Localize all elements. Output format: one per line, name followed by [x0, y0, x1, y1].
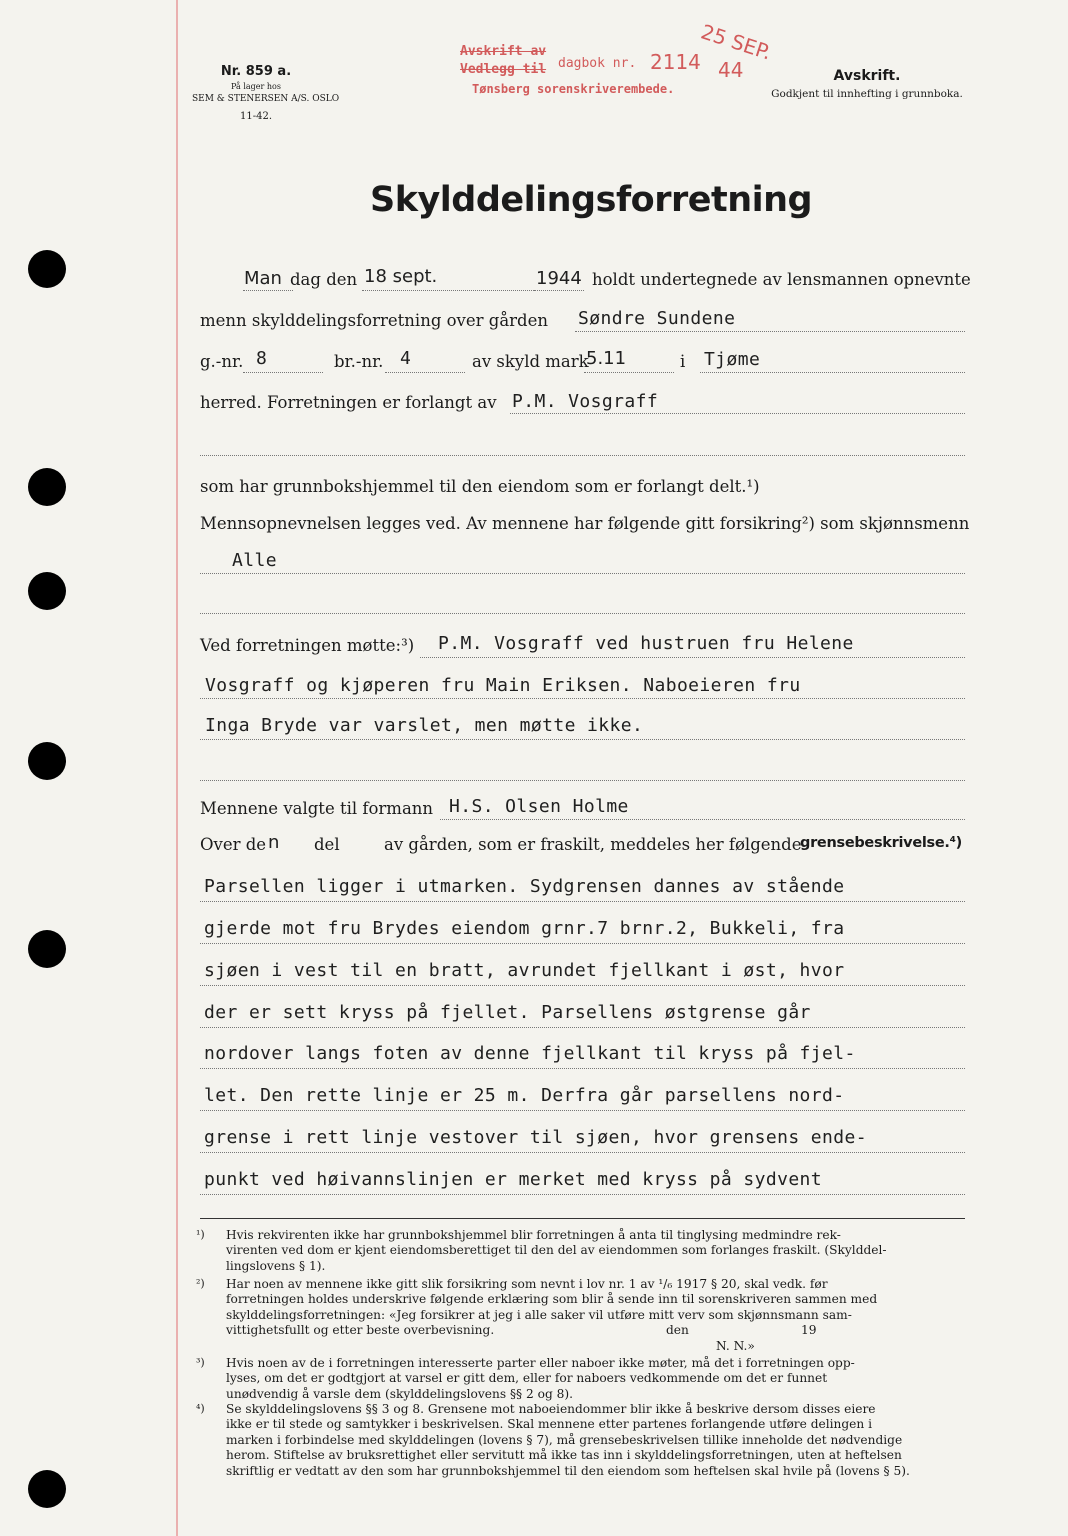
description-line: gjerde mot fru Brydes eiendom grnr.7 brnr.2, Bukkeli, fra [204, 918, 845, 939]
footnote-line: Se skylddelingslovens §§ 3 og 8. Grensene mot naboeiendommer blir ikke å beskrive dersom disses eiere [226, 1402, 876, 1416]
dotted-line [700, 371, 965, 373]
footnote-line: skriftlig er vedtatt av den som har grunnbokshjemmel til den eiendom som heftelsen skal hvile på (lovens § 5). [226, 1463, 910, 1478]
footnote-line: marken i forbindelse med skylddelingen (lovens § 7), må grensebeskrivelsen tillike inneholde det nødvendige [226, 1432, 903, 1447]
boundary-heading: grensebeskrivelse.⁴) [800, 835, 962, 851]
punch-hole [28, 742, 66, 780]
skyld-value: 5.11 [586, 348, 627, 369]
dotted-line [243, 371, 323, 373]
footnote-4 [196, 1402, 966, 1479]
footnote-line: lingslovens § 1). [226, 1258, 326, 1273]
footnote-3 [196, 1356, 966, 1402]
dotted-line [200, 1067, 965, 1069]
footnote-2 [196, 1277, 966, 1354]
description-line: grense i rett linje vestover til sjøen, hvor grensens ende- [204, 1127, 867, 1148]
attendance-line2: Vosgraff og kjøperen fru Main Eriksen. Naboeieren fru [205, 675, 801, 696]
copy-note-subtitle: Godkjent til innhefting i grunnboka. [771, 88, 963, 100]
dotted-line [200, 1193, 965, 1195]
punch-hole [28, 250, 66, 288]
footnote-line: Hvis rekvirenten ikke har grunnbokshjemmel blir forretningen å anta til tinglysing medmindre rek- [226, 1228, 841, 1242]
boundary-intro-n: n [268, 832, 280, 853]
dotted-line [200, 697, 965, 699]
form-header [192, 64, 340, 123]
skyld-label: av skyld mark [472, 352, 589, 371]
stamp-line3: Tønsberg sorenskriverembede. [472, 82, 675, 96]
dotted-line [575, 330, 965, 332]
footnote-line: forretningen holdes underskrive følgende erklæring som blir å sende inn til sorenskriveren sammen med [226, 1292, 878, 1307]
chairman-name: H.S. Olsen Holme [449, 796, 629, 817]
description-line: nordover langs foten av denne fjellkant til kryss på fjel- [204, 1043, 856, 1064]
dotted-line [510, 412, 965, 414]
footnote-line: lyses, om det er godtgjort at varsel er gitt dem, eller for naboers vedkommende om det er funnet [226, 1371, 828, 1386]
description-line: punkt ved høivannslinjen er merket med kryss på sydvent [204, 1169, 823, 1190]
meeting-year: 1944 [536, 268, 582, 289]
punch-hole [28, 572, 66, 610]
footnote-mark: ²) [196, 1277, 205, 1290]
form-number: Nr. 859 a. [220, 64, 292, 79]
line1-text-b: holdt undertegnede av lensmannen opnevnte [592, 270, 971, 289]
punch-hole [28, 930, 66, 968]
attendance-label: Ved forretningen møtte:³) [200, 636, 415, 655]
gnr-value: 8 [256, 348, 268, 369]
line5-text: som har grunnbokshjemmel til den eiendom som er forlangt delt.¹) [200, 477, 760, 496]
line4-text: herred. Forretningen er forlangt av [200, 393, 497, 412]
footnote-line: herom. Stiftelse av bruksrettighet eller servitutt må ikke tas inn i skylddelingsforretningen, uten at heftelsen [226, 1448, 902, 1463]
dotted-line [200, 738, 965, 740]
municipality: Tjøme [704, 349, 761, 370]
dotted-line [362, 289, 534, 291]
margin-rule [176, 0, 178, 1536]
place-label: i [680, 352, 686, 371]
brnr-value: 4 [400, 348, 412, 369]
date-code: 11-42. [239, 111, 272, 122]
stamp-line1-suffix: dagbok nr. [558, 56, 637, 71]
dotted-line [385, 371, 465, 373]
registry-stamp [460, 19, 780, 104]
copy-note [762, 68, 972, 100]
weekday-prefix: Man [244, 268, 282, 289]
footnote-signature: N. N.» [716, 1338, 755, 1353]
stamp-line2: Vedlegg til [460, 62, 547, 77]
footnote-line: vittighetsfullt og etter beste overbevisning. [226, 1323, 495, 1338]
description-line: der er sett kryss på fjellet. Parsellens østgrense går [204, 1002, 811, 1023]
description-line: Parsellen ligger i utmarken. Sydgrensen dannes av stående [204, 876, 845, 897]
requester-name: P.M. Vosgraff [512, 391, 659, 412]
description-line: let. Den rette linje er 25 m. Derfra går parsellens nord- [204, 1085, 845, 1106]
footnote-line: Har noen av mennene ikke gitt slik forsikring som nevnt i lov nr. 1 av ¹/₆ 1917 § 20, skal vedk. før [226, 1277, 828, 1291]
stamp-journal-number: 2114 [650, 50, 701, 74]
gnr-label: g.-nr. [200, 352, 244, 371]
footnote-line: virenten ved dom er kjent eiendomsberettiget til den del av eiendommen som forlanges fraskilt. (Skylddel- [226, 1243, 887, 1258]
line1-text-a: dag den [290, 270, 358, 289]
dotted-line [440, 818, 965, 820]
meeting-date: 18 sept. [364, 266, 438, 287]
stamp-year: 44 [718, 58, 744, 82]
dotted-line [200, 900, 965, 902]
dotted-line [200, 984, 965, 986]
dotted-line [200, 454, 965, 456]
dotted-line [200, 1026, 965, 1028]
boundary-intro-a: Over de [200, 835, 267, 854]
dotted-line [200, 942, 965, 944]
boundary-intro-b: del [314, 835, 340, 854]
attendance-line1: P.M. Vosgraff ved hustruen fru Helene [438, 633, 854, 654]
stamp-date: 25 SEP. [698, 19, 775, 65]
copy-note-title: Avskrift. [833, 68, 901, 84]
footnote-1 [196, 1228, 966, 1274]
dotted-line [243, 289, 293, 291]
stamp-line1: Avskrift av [460, 44, 547, 59]
footnote-line: ikke er til stede og samtykker i beskrivelsen. Skal mennene etter partenes forlangende utføre delingen i [226, 1417, 872, 1432]
footnote-19: 19 [801, 1323, 817, 1337]
farm-name: Søndre Sundene [578, 308, 736, 329]
description-line: sjøen i vest til en bratt, avrundet fjellkant i øst, hvor [204, 960, 845, 981]
footnote-line: skylddelingsforretningen: «Jeg forsikrer at jeg i alle saker vil utføre mitt verv som skjønnsmann sam- [226, 1307, 852, 1322]
footnote-den: den [666, 1323, 689, 1337]
attendance-line3: Inga Bryde var varslet, men møtte ikke. [205, 715, 644, 736]
line6-text: Mennsopnevnelsen legges ved. Av mennene har følgende gitt forsikring²) som skjønnsmenn [200, 514, 970, 533]
publisher-line2: SEM & STENERSEN A/S. OSLO [192, 94, 340, 104]
dotted-line [200, 572, 965, 574]
publisher-line1: På lager hos [231, 82, 281, 91]
dotted-line [200, 1151, 965, 1153]
dotted-line [584, 371, 674, 373]
punch-hole [28, 1470, 66, 1508]
footnote-mark: ¹) [196, 1228, 205, 1241]
dotted-line [200, 779, 965, 781]
line2-text: menn skylddelingsforretning over gården [200, 311, 549, 330]
brnr-label: br.-nr. [334, 352, 384, 371]
chairman-label: Mennene valgte til formann [200, 799, 434, 818]
footnote-mark: ⁴) [196, 1402, 205, 1415]
document-title: Skylddelingsforretning [370, 180, 813, 220]
punch-hole [28, 468, 66, 506]
footnote-separator [200, 1218, 965, 1219]
footnote-line: unødvendig å varsle dem (skylddelingslovens §§ 2 og 8). [226, 1386, 574, 1401]
dotted-line [420, 656, 965, 658]
boundary-intro-c: av gården, som er fraskilt, meddeles her følgende [384, 835, 802, 854]
dotted-line [534, 289, 584, 291]
footnote-line: Hvis noen av de i forretningen interesserte parter eller naboer ikke møter, må det i forretningen opp- [226, 1356, 855, 1370]
footnote-mark: ³) [196, 1356, 205, 1369]
dotted-line [200, 612, 965, 614]
sworn-men: Alle [232, 550, 277, 571]
dotted-line [200, 1109, 965, 1111]
